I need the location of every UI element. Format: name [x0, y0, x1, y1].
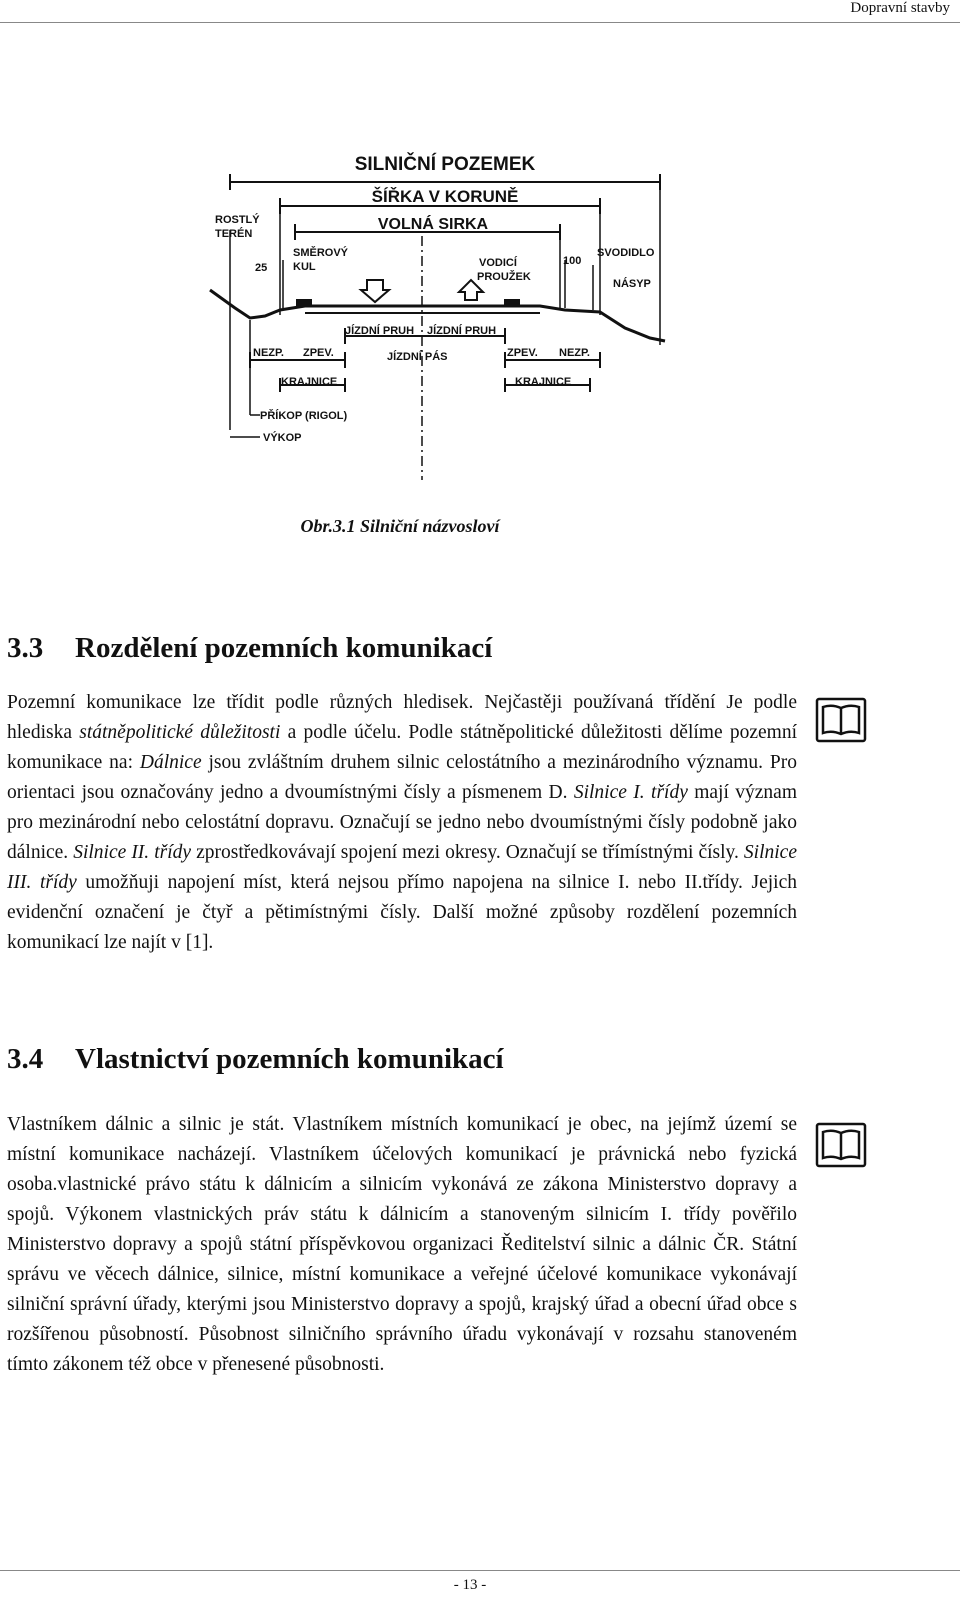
book-icon: [815, 1122, 867, 1168]
page-number: - 13 -: [453, 1577, 487, 1593]
emphasis: Dálnice: [139, 752, 202, 773]
header-rule: [0, 22, 960, 23]
label-25: 25: [255, 262, 268, 274]
cross-section-diagram: [205, 140, 705, 490]
label-jizdni-pruh-2: JÍZDNÍ PRUH: [427, 325, 497, 337]
label-rostly: ROSTLÝ: [215, 214, 260, 226]
label-krajnice-right: KRAJNICE: [515, 376, 572, 388]
paragraph-rozdeleni: Pozemní komunikace lze třídit podle různých hledisek. Nejčastěji používaná třídění Je podle hlediska státněpolitické důležitosti a podle účelu. Podle státněpolitické důležitosti dělíme pozemní komunikace na: Dálnice jsou zvláštním druhem silnic celostátního a mezinárodního významu. Pro orientaci jsou označovány jedno a dvoumístnými čísly a písmenem D. Silnice I. třídy mají význam pro mezinárodní nebo celostátní dopravu. Označují se jedno nebo dvoumístnými čísly podobně jako dálnice. Silnice II. třídy zprostředkovávají spojení mezi okresy. Označují se třímístnými čísly. Silnice III. třídy umožňuji napojení míst, která nejsou přímo napojena na silnice I. nebo II.třídy. Jejich evidenční označení je čtyř a pětimístnými čísly. Další možné způsoby rozdělení pozemních komunikací lze najít v [1].: [7, 692, 797, 953]
label-smerovy: SMĚROVÝ: [293, 247, 349, 259]
section-heading-3-3: [7, 632, 492, 665]
label-volna-sirka: VOLNÁ SIRKA: [377, 216, 489, 233]
label-kul: KUL: [293, 261, 316, 273]
section-title: Vlastnictví pozemních komunikací: [75, 1043, 504, 1075]
section-heading-3-4: [7, 1043, 504, 1076]
footer-rule: [0, 1570, 960, 1571]
label-silnicni-pozemek: SILNIČNÍ POZEMEK: [354, 154, 536, 175]
label-nezp-left: NEZP.: [253, 347, 284, 359]
emphasis: Silnice I. třídy: [573, 782, 688, 803]
page-footer: [0, 1570, 960, 1597]
label-jizdni-pruh-1: JÍZDNÍ PRUH: [345, 325, 415, 337]
label-prouzek: PROUŽEK: [477, 271, 531, 283]
label-zpev-right: ZPEV.: [507, 347, 538, 359]
section-title: Rozdělení pozemních komunikací: [75, 632, 493, 664]
running-title: Dopravní stavby: [850, 0, 950, 16]
section-number: 3.4: [7, 1043, 44, 1075]
label-jizdni-pas: JÍZDNÍ PÁS: [387, 351, 448, 363]
label-teren: TERÉN: [215, 228, 253, 240]
emphasis: Silnice III. třídy: [7, 842, 797, 893]
emphasis: Silnice II. třídy: [73, 842, 192, 863]
label-nezp-right: NEZP.: [559, 347, 590, 359]
book-icon: [815, 697, 867, 743]
label-vodici: VODICÍ: [479, 257, 517, 269]
label-krajnice-left: KRAJNICE: [281, 376, 338, 388]
paragraph-vlastnictvi: Vlastníkem dálnic a silnic je stát. Vlastníkem místních komunikací je obec, na jejímž území se místní komunikace nacházejí. Vlastníkem účelových komunikací je právnická nebo fyzická osoba.vlastnické právo státu k dálnicím a silnicím vykonává ze zákona Ministerstvo dopravy a spojů. Výkonem vlastnických práv státu k dálnicím a stanoveným silnicím I. třídy pověřilo Ministerstvo dopravy a spojů státní příspěvkovou organizaci Ředitelství silnic a dálnic ČR. Státní správu ve věcech dálnice, silnice, místní komunikace a veřejné účelové komunikace vykonávají silniční správní úřady, kterými jsou Ministerstvo dopravy a spojů, krajský úřad a obecní úřad obce s rozšířenou působností. Působnost silničního správního úřadu vykonávají v rozsahu stanoveném tímto zákonem též obce v přenesené působnosti.: [7, 1114, 797, 1375]
figure-caption: Obr.3.1 Silniční názvosloví: [300, 516, 500, 536]
label-prikop: PŘÍKOP (RIGOL): [260, 410, 348, 422]
emphasis: státněpolitické důležitosti: [79, 722, 281, 743]
page-header: [0, 0, 960, 28]
label-sirka-v-korune: ŠÍŘKA V KORUNĚ: [371, 187, 519, 206]
road-cross-section-figure: [205, 140, 705, 490]
label-vykop: VÝKOP: [263, 432, 302, 444]
label-100: 100: [563, 255, 582, 267]
label-zpev-left: ZPEV.: [303, 347, 334, 359]
label-svodidlo: SVODIDLO: [597, 247, 655, 259]
section-number: 3.3: [7, 632, 44, 664]
label-nasyp: NÁSYP: [613, 278, 651, 290]
